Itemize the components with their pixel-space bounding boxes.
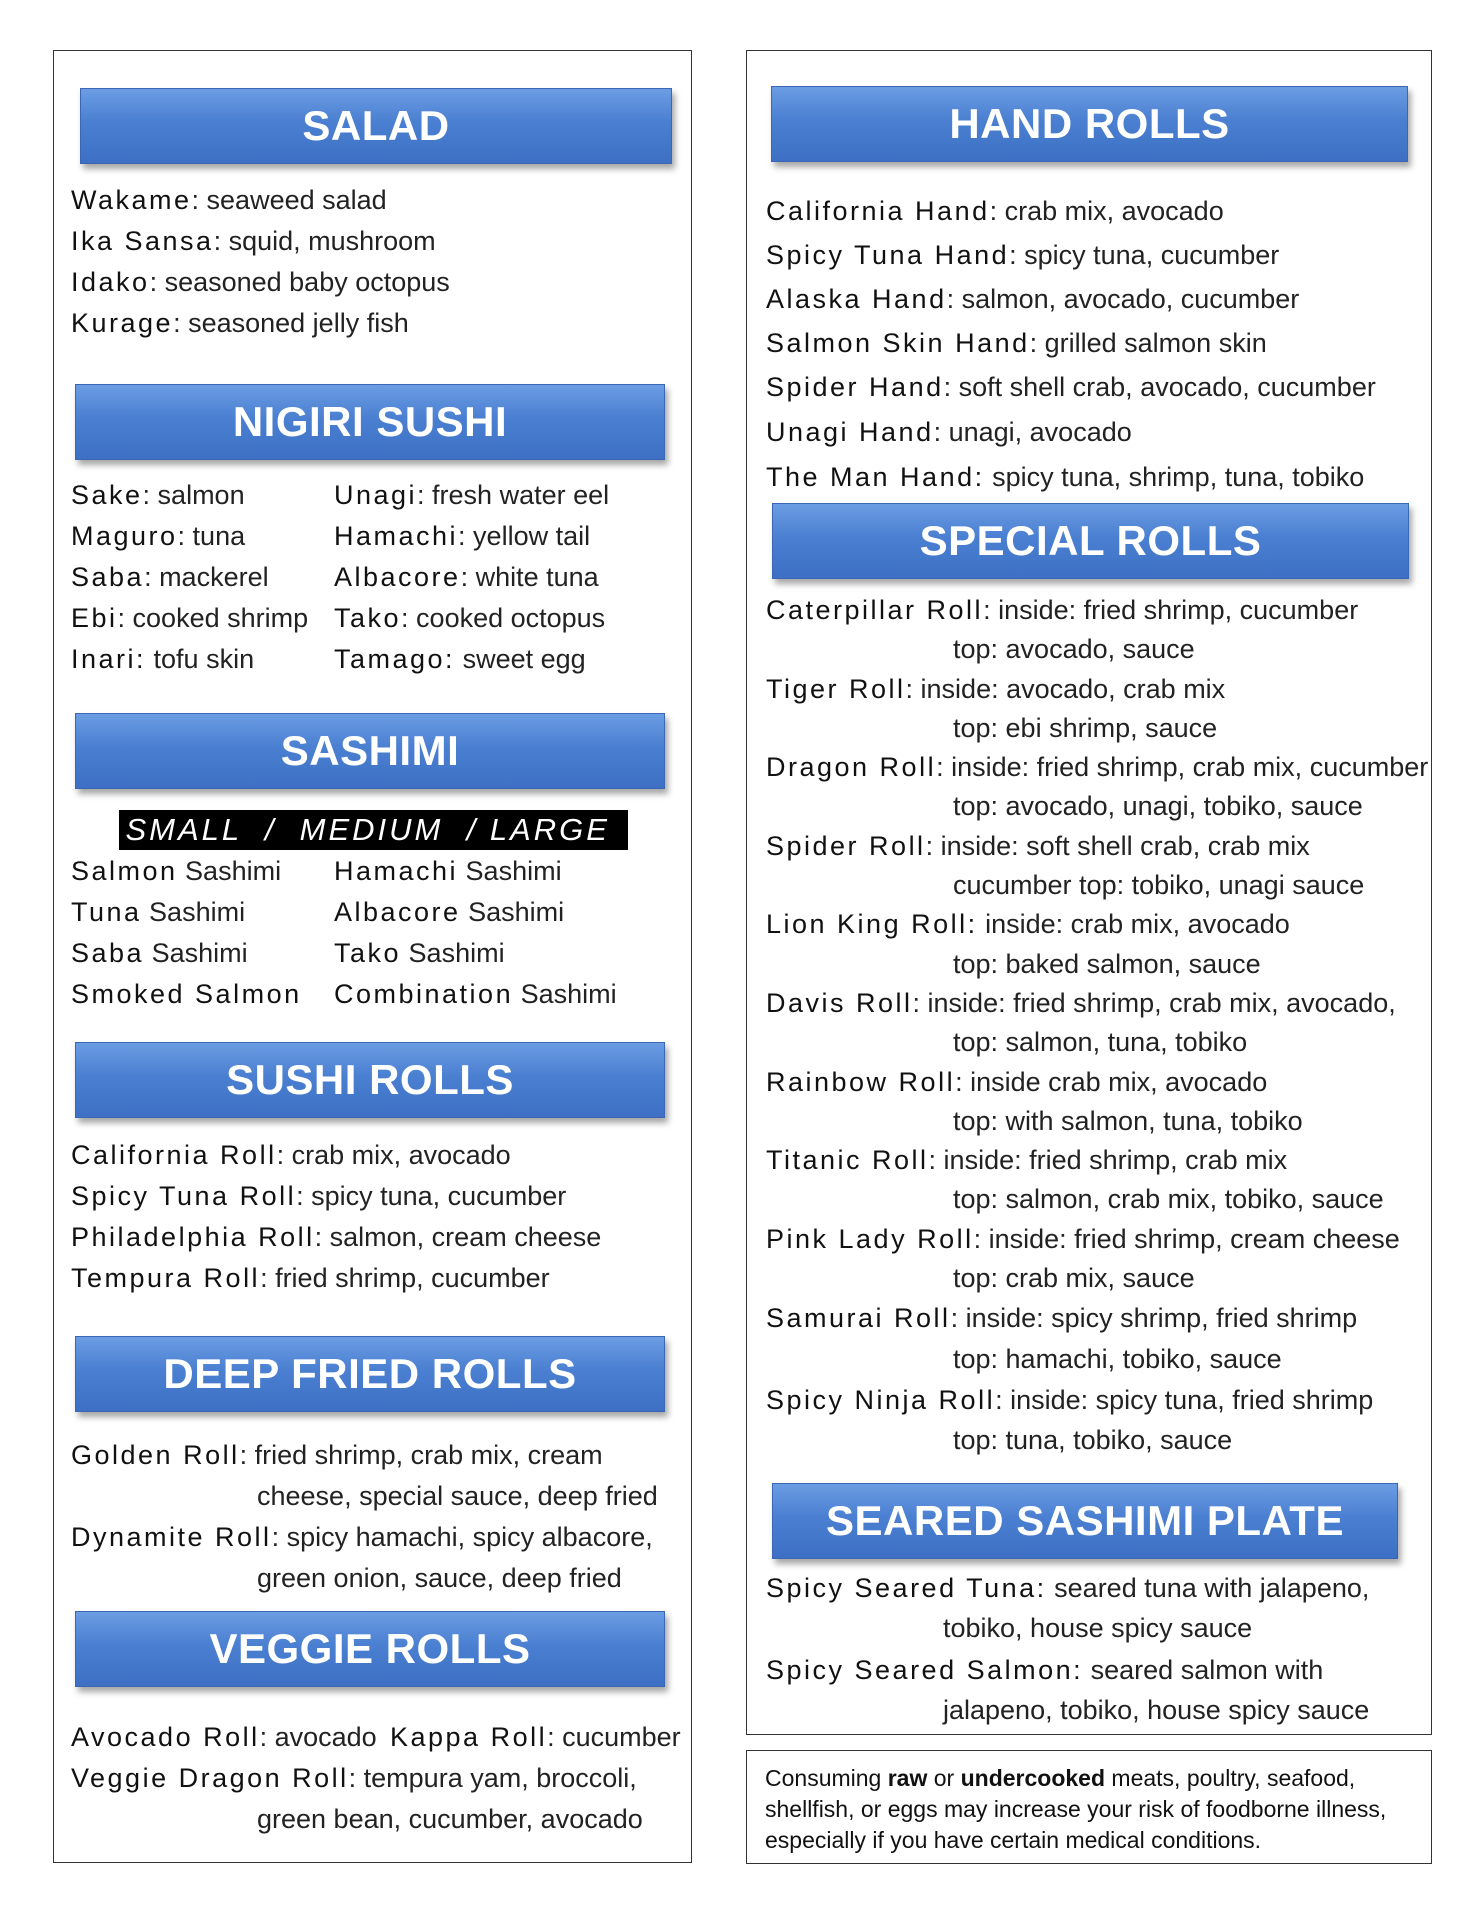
item-name: Spicy Tuna Hand (766, 240, 1010, 270)
item-desc-continued: top: hamachi, tobiko, sauce (953, 1344, 1282, 1374)
item-name: Wakame (71, 185, 192, 215)
item-name: Caterpillar Roll (766, 595, 984, 625)
item-desc-continued: top: ebi shrimp, sauce (953, 713, 1218, 743)
item-desc: : salmon, avocado, cucumber (946, 284, 1300, 314)
menu-item (334, 858, 562, 885)
menu-item (766, 597, 1358, 624)
item-name: Smoked Salmon (71, 979, 302, 1009)
sushi-rolls-header: SUSHI ROLLS (75, 1042, 665, 1118)
item-desc: : squid, mushroom (213, 226, 436, 256)
seared-sashimi-plate-header: SEARED SASHIMI PLATE (772, 1483, 1398, 1559)
item-name: Hamachi (334, 521, 459, 551)
item-name: Titanic Roll (766, 1145, 929, 1175)
item-name: Pink Lady Roll (766, 1224, 974, 1254)
menu-item (766, 419, 1132, 446)
item-name: Dragon Roll (766, 752, 937, 782)
menu-item (766, 330, 1267, 357)
menu-item (71, 646, 254, 673)
menu-item (390, 1724, 681, 1751)
item-desc: inside: crab mix, avocado (977, 909, 1290, 939)
item-name: Philadelphia Roll (71, 1222, 315, 1252)
item-name: Tako (334, 938, 402, 968)
item-desc: : inside: fried shrimp, cream cheese (973, 1224, 1400, 1254)
item-desc-continued: top: salmon, crab mix, tobiko, sauce (953, 1184, 1384, 1214)
item-name: Combination (334, 979, 514, 1009)
menu-item (766, 286, 1299, 313)
item-name: The Man Hand: (766, 462, 985, 492)
notice-text: Consuming raw or undercooked meats, poultry, seafood, shellfish, or eggs may increase your risk of foodborne illness, especially if you have certain medical conditions. (765, 1765, 1387, 1853)
item-desc-continued: tobiko, house spicy sauce (943, 1613, 1253, 1643)
item-name: Dynamite Roll (71, 1522, 272, 1552)
menu-item (334, 940, 505, 967)
item-desc-continued: top: crab mix, sauce (953, 1263, 1195, 1293)
menu-item (71, 228, 436, 255)
item-name: Tempura Roll (71, 1263, 261, 1293)
nigiri-sushi-header: NIGIRI SUSHI (75, 384, 665, 460)
undercooked-emphasis: undercooked (960, 1765, 1106, 1791)
item-desc: : inside: fried shrimp, cucumber (983, 595, 1359, 625)
menu-item (71, 981, 302, 1008)
menu-item (71, 1183, 566, 1210)
item-desc: : inside: fried shrimp, crab mix (928, 1145, 1288, 1175)
item-desc: : spicy tuna, cucumber (1009, 240, 1280, 270)
menu-item (766, 911, 1290, 938)
menu-item (334, 482, 609, 509)
item-desc-continued: top: tuna, tobiko, sauce (953, 1425, 1233, 1455)
item-name: Alaska Hand (766, 284, 947, 314)
item-name: Unagi Hand (766, 417, 934, 447)
item-desc: : soft shell crab, avocado, cucumber (943, 372, 1376, 402)
salad-header: SALAD (80, 88, 672, 164)
menu-item (334, 899, 564, 926)
item-desc: : seasoned baby octopus (149, 267, 450, 297)
item-desc: seared salmon with (1083, 1655, 1324, 1685)
item-desc: : fried shrimp, cucumber (260, 1263, 550, 1293)
menu-item (766, 754, 1428, 781)
item-desc: : mackerel (144, 562, 269, 592)
item-name: Saba (71, 938, 145, 968)
item-desc: : inside: avocado, crab mix (905, 674, 1226, 704)
menu-item (766, 1226, 1400, 1253)
menu-item (71, 1442, 603, 1469)
deep-fried-rolls-header: DEEP FRIED ROLLS (75, 1336, 665, 1412)
menu-item (71, 899, 245, 926)
item-desc: : salmon (142, 480, 245, 510)
item-name: Unagi (334, 480, 418, 510)
item-desc: spicy tuna, shrimp, tuna, tobiko (984, 462, 1365, 492)
menu-item (766, 833, 1310, 860)
item-desc: : unagi, avocado (933, 417, 1132, 447)
menu-item (71, 1765, 637, 1792)
item-desc: : salmon, cream cheese (314, 1222, 602, 1252)
menu-item (334, 605, 605, 632)
item-name: Spider Roll (766, 831, 926, 861)
item-name: Sake (71, 480, 143, 510)
item-desc: tofu skin (146, 644, 255, 674)
menu-item (71, 1224, 601, 1251)
item-desc: Sashimi (141, 897, 246, 927)
menu-item (71, 523, 245, 550)
item-desc: : inside: fried shrimp, crab mix, cucumber (936, 752, 1429, 782)
item-name: Salmon (71, 856, 178, 886)
item-desc: : avocado (259, 1722, 377, 1752)
menu-item (766, 990, 1396, 1017)
raw-emphasis: raw (887, 1765, 928, 1791)
sashimi-sizes-bar: . SMALL / MEDIUM / LARGE . (119, 810, 628, 850)
item-desc: : cucumber (547, 1722, 681, 1752)
item-desc-continued: cucumber top: tobiko, unagi sauce (953, 870, 1365, 900)
menu-item (71, 1265, 550, 1292)
item-name: Spicy Ninja Roll (766, 1385, 996, 1415)
menu-item (334, 646, 586, 673)
item-name: Avocado Roll (71, 1722, 260, 1752)
item-desc: Sashimi (458, 856, 562, 886)
item-name: Maguro (71, 521, 178, 551)
menu-item (71, 605, 308, 632)
item-name: Davis Roll (766, 988, 913, 1018)
item-desc: Sashimi (513, 979, 617, 1009)
item-name: Albacore (334, 562, 461, 592)
item-name: Lion King Roll: (766, 909, 978, 939)
item-desc-continued: top: avocado, unagi, tobiko, sauce (953, 791, 1363, 821)
item-desc: seared tuna with jalapeno, (1046, 1573, 1370, 1603)
item-desc: : spicy hamachi, spicy albacore, (271, 1522, 653, 1552)
menu-item (766, 1657, 1323, 1684)
item-desc: : inside: soft shell crab, crab mix (925, 831, 1310, 861)
sashimi-header: SASHIMI (75, 713, 665, 789)
item-desc: : seaweed salad (191, 185, 387, 215)
menu-item (766, 1305, 1357, 1332)
item-desc: Sashimi (177, 856, 282, 886)
item-name: Tuna (71, 897, 142, 927)
menu-item (71, 310, 409, 337)
menu-item (766, 1575, 1369, 1602)
item-name: Ika Sansa (71, 226, 214, 256)
item-desc: : yellow tail (458, 521, 591, 551)
item-desc: : inside crab mix, avocado (955, 1067, 1268, 1097)
item-desc: : fried shrimp, crab mix, cream (239, 1440, 603, 1470)
menu-item (766, 1387, 1373, 1414)
menu-item (334, 523, 590, 550)
item-desc-continued: top: salmon, tuna, tobiko (953, 1027, 1248, 1057)
menu-item (766, 242, 1279, 269)
item-desc: Sashimi (401, 938, 505, 968)
menu-item (766, 676, 1225, 703)
item-desc-continued: top: with salmon, tuna, tobiko (953, 1106, 1303, 1136)
food-safety-notice (746, 1750, 1432, 1864)
menu-item (334, 981, 617, 1008)
item-desc: : fresh water eel (417, 480, 610, 510)
menu-item (71, 564, 269, 591)
menu-item (71, 1142, 511, 1169)
item-desc: : seasoned jelly fish (173, 308, 409, 338)
item-desc: : cooked octopus (401, 603, 606, 633)
item-name: Spicy Seared Tuna: (766, 1573, 1047, 1603)
item-desc-continued: top: baked salmon, sauce (953, 949, 1261, 979)
item-name: Spicy Tuna Roll (71, 1181, 297, 1211)
special-rolls-header: SPECIAL ROLLS (772, 503, 1409, 579)
item-desc: Sashimi (144, 938, 248, 968)
item-desc-continued: top: avocado, sauce (953, 634, 1195, 664)
item-name: Tamago: (334, 644, 456, 674)
veggie-rolls-header: VEGGIE ROLLS (75, 1611, 665, 1687)
item-desc: : inside: spicy tuna, fried shrimp (995, 1385, 1374, 1415)
item-name: Rainbow Roll (766, 1067, 956, 1097)
menu-item (71, 1524, 653, 1551)
item-name: Saba (71, 562, 145, 592)
item-desc: : tempura yam, broccoli, (348, 1763, 637, 1793)
menu-item (71, 187, 387, 214)
menu-item (71, 858, 281, 885)
menu-item (71, 1724, 377, 1751)
menu-item (71, 482, 245, 509)
item-desc-continued: green bean, cucumber, avocado (257, 1804, 643, 1834)
item-name: Golden Roll (71, 1440, 240, 1470)
item-desc: : inside: spicy shrimp, fried shrimp (950, 1303, 1358, 1333)
menu-item (71, 940, 248, 967)
item-name: Hamachi (334, 856, 459, 886)
item-name: Kappa Roll (390, 1722, 548, 1752)
menu-item (766, 198, 1224, 225)
item-name: California Roll (71, 1140, 277, 1170)
item-name: Tako (334, 603, 402, 633)
item-desc-continued: jalapeno, tobiko, house spicy sauce (943, 1695, 1370, 1725)
item-name: California Hand (766, 196, 990, 226)
item-desc: : crab mix, avocado (276, 1140, 511, 1170)
menu-item (71, 269, 450, 296)
item-desc: : grilled salmon skin (1029, 328, 1267, 358)
item-name: Veggie Dragon Roll (71, 1763, 349, 1793)
item-desc: : spicy tuna, cucumber (296, 1181, 567, 1211)
item-name: Kurage (71, 308, 174, 338)
item-name: Inari: (71, 644, 147, 674)
item-desc: : crab mix, avocado (989, 196, 1224, 226)
item-name: Tiger Roll (766, 674, 906, 704)
item-name: Samurai Roll (766, 1303, 951, 1333)
menu-item (766, 1147, 1287, 1174)
hand-rolls-header: HAND ROLLS (771, 86, 1408, 162)
item-desc: sweet egg (455, 644, 586, 674)
item-desc: : inside: fried shrimp, crab mix, avocado, (912, 988, 1396, 1018)
item-name: Albacore (334, 897, 461, 927)
item-desc: : white tuna (460, 562, 599, 592)
item-desc: : cooked shrimp (117, 603, 309, 633)
item-desc-continued: green onion, sauce, deep fried (257, 1563, 622, 1593)
item-desc: : tuna (177, 521, 246, 551)
item-desc: Sashimi (460, 897, 565, 927)
menu-item (334, 564, 599, 591)
menu-item (766, 374, 1376, 401)
item-name: Spider Hand (766, 372, 944, 402)
item-name: Salmon Skin Hand (766, 328, 1030, 358)
menu-item (766, 1069, 1267, 1096)
item-name: Idako (71, 267, 150, 297)
item-name: Spicy Seared Salmon: (766, 1655, 1084, 1685)
menu-item (766, 464, 1364, 491)
item-name: Ebi (71, 603, 118, 633)
item-desc-continued: cheese, special sauce, deep fried (257, 1481, 658, 1511)
